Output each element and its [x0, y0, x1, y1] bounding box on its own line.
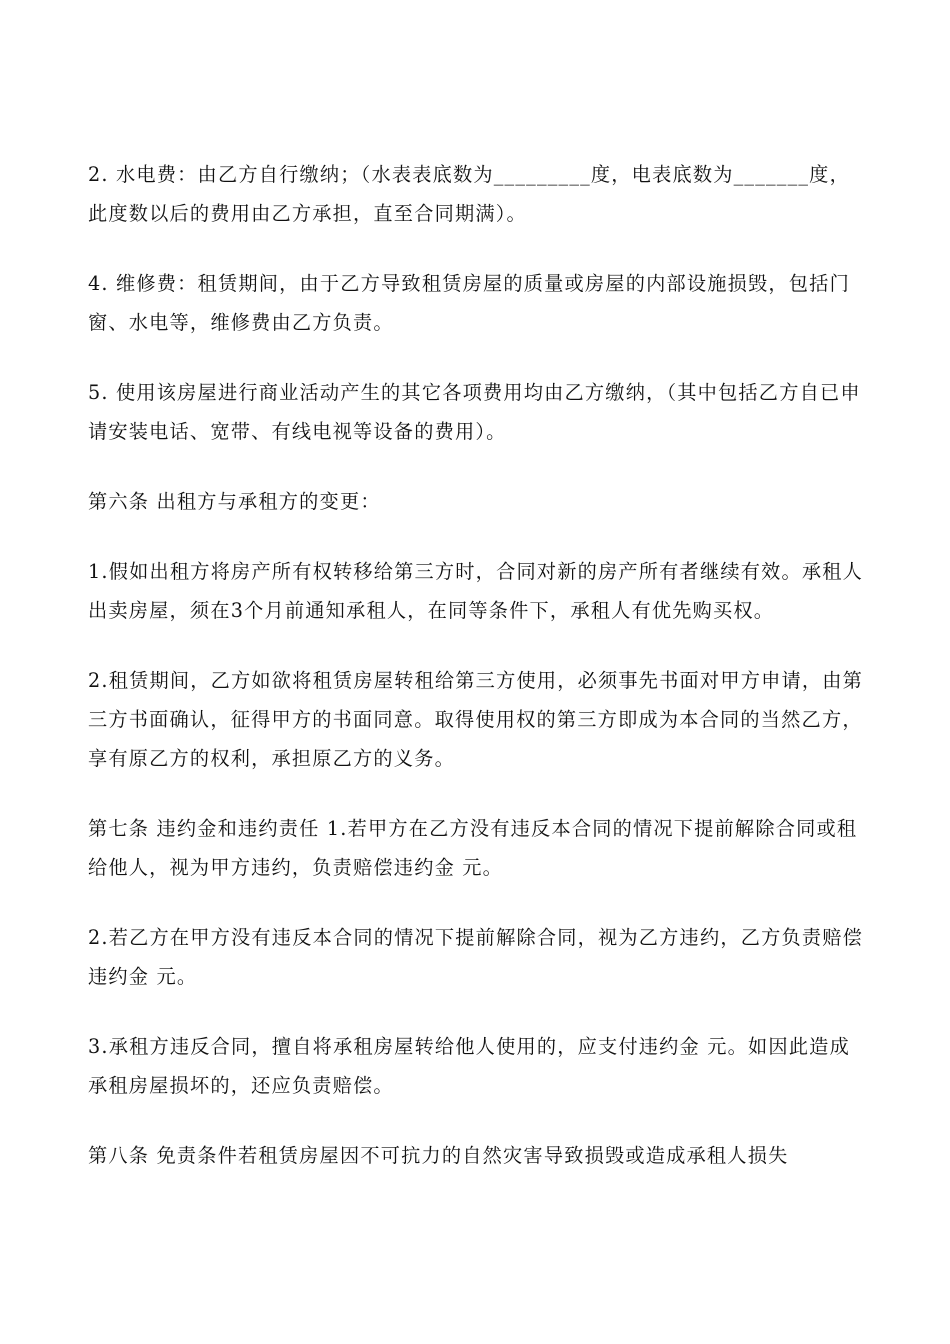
paragraph-repair-fees: 4. 维修费：租赁期间，由于乙方导致租赁房屋的质量或房屋的内部设施损毁，包括门窗、水电等，维修费由乙方负责。 — [88, 272, 850, 334]
contract-text — [88, 155, 870, 1206]
paragraph-business-fees: 5. 使用该房屋进行商业活动产生的其它各项费用均由乙方缴纳，（其中包括乙方自已申请安装电话、宽带、有线电视等设备的费用）。 — [88, 381, 861, 443]
paragraph-ownership-transfer: 1.假如出租方将房产所有权转移给第三方时，合同对新的房产所有者继续有效。承租人出卖房屋，须在3个月前通知承租人，在同等条件下，承租人有优先购买权。 — [88, 560, 864, 622]
paragraph-article-8-exemption: 第八条 免责条件若租赁房屋因不可抗力的自然灾害导致损毁或造成承租人损失 — [88, 1144, 789, 1167]
paragraph-sublease: 2.租赁期间，乙方如欲将租赁房屋转租给第三方使用，必须事先书面对甲方申请，由第三方书面确认，征得甲方的书面同意。取得使用权的第三方即成为本合同的当然乙方，享有原乙方的权利，承担原乙方的义务。 — [88, 669, 864, 770]
paragraph-unauthorized-transfer: 3.承租方违反合同，擅自将承租房屋转给他人使用的，应支付违约金 元。如因此造成承租房屋损坏的，还应负责赔偿。 — [88, 1035, 850, 1097]
section-heading-article-6: 第六条 出租方与承租方的变更： — [88, 490, 381, 513]
paragraph-article-7-landlord-breach: 第七条 违约金和违约责任 1.若甲方在乙方没有违反本合同的情况下提前解除合同或租给他人，视为甲方违约，负责赔偿违约金 元。 — [88, 817, 858, 879]
paragraph-utility-fees: 2. 水电费：由乙方自行缴纳；（水表表底数为_________度，电表底数为_______度，此度数以后的费用由乙方承担，直至合同期满）。 — [88, 163, 850, 225]
paragraph-tenant-breach: 2.若乙方在甲方没有违反本合同的情况下提前解除合同，视为乙方违约，乙方负责赔偿违约金 元。 — [88, 926, 864, 988]
